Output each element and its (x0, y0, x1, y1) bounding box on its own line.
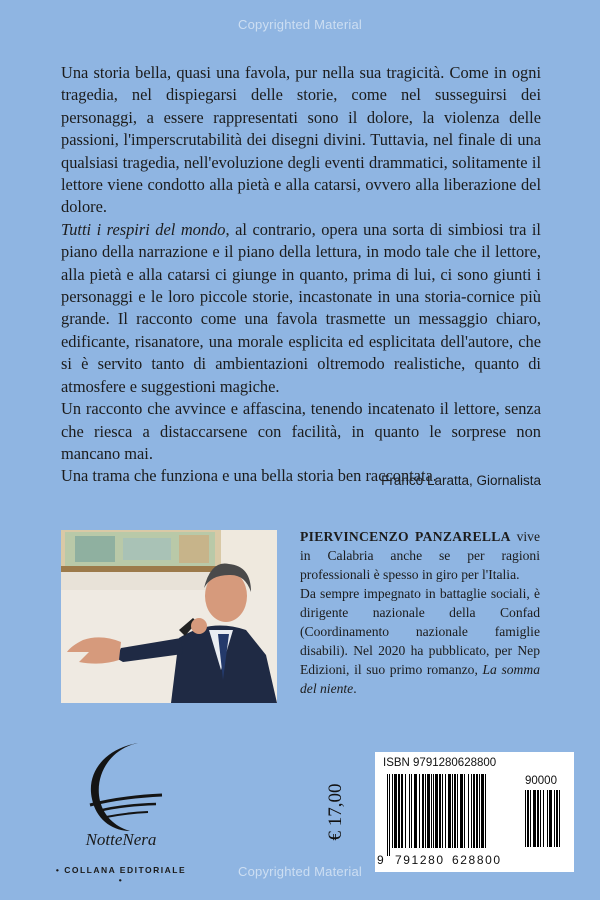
author-bio (300, 527, 540, 698)
blurb-paragraph-3: Un racconto che avvince e affascina, tenendo incatenato il lettore, senza che riesca a distaccarsene con facilità, in quanto le sorprese non mancano mai. (61, 399, 541, 463)
bio-paragraph-2 (300, 584, 540, 698)
blurb-paragraph-2-text: , al contrario, opera una sorta di simbiosi tra il piano della narrazione e il piano della lettura, in modo tale che il lettore, alla pietà e alla catarsi ci giunge in quanto, prima di lui, ci sono giunti i personaggi e le loro piccole storie, incastonate in una storia-cornice più grande. Il racconto come una favola trasmette un messaggio chiaro, edificante, risanatore, una morale esplicita ed esplicitata dell'autore, che si è servito tanto di ambientazioni oltremodo realistiche, quanto di atmosfere e suggestioni magiche. (61, 219, 541, 396)
isbn-barcode (375, 752, 574, 872)
publisher-logo (60, 735, 210, 885)
barcode-digit-first: 9 (377, 853, 384, 867)
barcode-addon-number: 90000 (525, 775, 557, 787)
review-signature: Franco Laratta, Giornalista (381, 473, 541, 488)
barcode-bars (387, 774, 513, 856)
barcode-addon-bars (525, 790, 567, 855)
blurb-paragraph-4: Una trama che funziona e una bella storia ben raccontata. (61, 466, 437, 486)
copyright-watermark-bottom: Copyrighted Material (238, 864, 362, 879)
author-name: PIERVINCENZO PANZARELLA (300, 529, 511, 544)
author-photo (61, 530, 277, 703)
blurb-paragraph-1: Una storia bella, quasi una favola, pur nella sua tragicità. Come in ogni tragedia, nel dispiegarsi delle storie, come nel susseguirsi dei personaggi, a essere rappresentati sono il dolore, la violenza delle passioni, l'imperscrutabilità dei disegni divini. Tuttavia, nel finale di una qualsiasi tragedia, nell'evoluzione degli eventi drammatici, solitamente il lettore viene condotto alla pietà e alla catarsi, ovvero alla liberazione del dolore. (61, 63, 541, 217)
barcode-digits-left: 791280 (395, 853, 445, 867)
blurb-paragraph-2 (61, 219, 541, 398)
bio-paragraph-1-text: vive in Calabria anche se per ragioni professionali è spesso in giro per l'Italia. (300, 529, 540, 582)
previous-novel-title: La somma del niente (300, 662, 540, 696)
copyright-watermark-top: Copyrighted Material (238, 17, 362, 32)
bio-paragraph-1 (300, 527, 540, 584)
publisher-tagline: • COLLANA EDITORIALE • (55, 865, 187, 885)
back-cover-blurb (61, 62, 541, 488)
book-title-italic: Tutti i respiri del mondo (61, 219, 226, 239)
barcode-digits-right: 628800 (452, 853, 502, 867)
publisher-name: NotteNera (85, 830, 157, 849)
book-price: € 17,00 (325, 783, 346, 841)
isbn-label: ISBN 9791280628800 (383, 757, 497, 769)
bio-paragraph-2-end: . (353, 681, 357, 696)
bio-paragraph-2-text: Da sempre impegnato in battaglie sociali, è dirigente nazionale della Confad (Coordinamento nazionale famiglie disabili). Nel 2020 ha pubblicato, per Nep Edizioni, il suo primo romanzo, (300, 586, 540, 677)
crescent-moon-icon (60, 735, 210, 835)
